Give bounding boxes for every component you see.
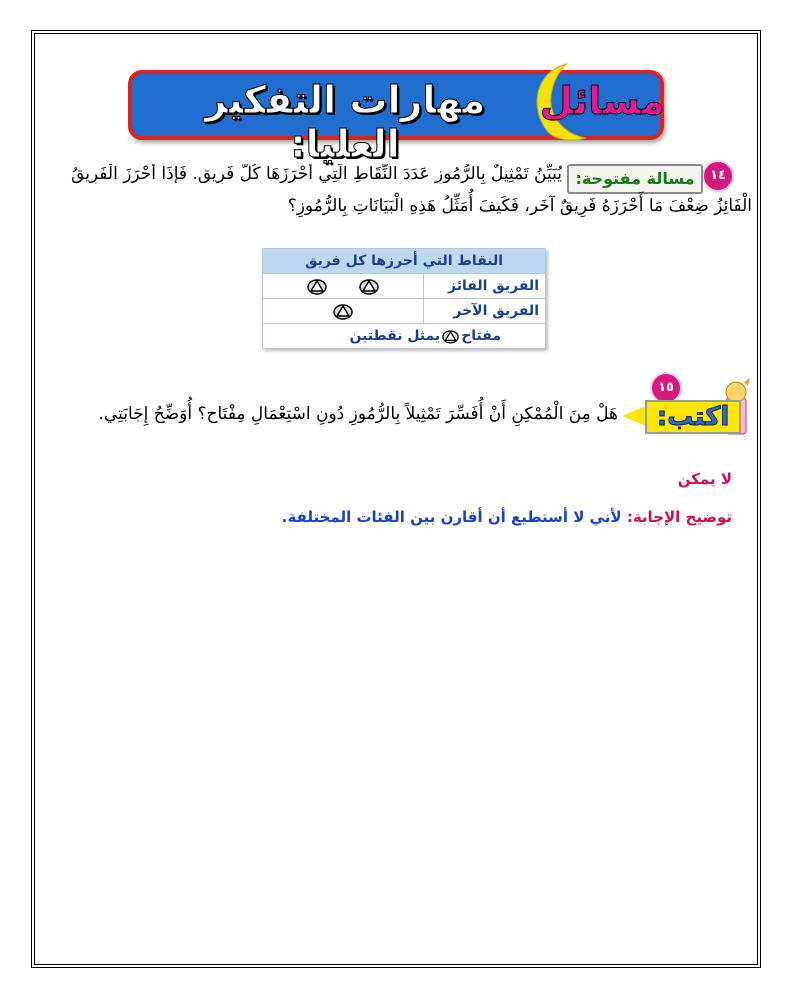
point-symbol-icon bbox=[333, 303, 353, 320]
row-symbols-other bbox=[263, 299, 424, 324]
answer-line: لا يمكن bbox=[677, 470, 732, 488]
table-row bbox=[263, 299, 546, 324]
problem-14-label: مسالة مفتوحة: bbox=[567, 164, 703, 194]
answer-explanation bbox=[282, 508, 732, 526]
problem-14-number: ١٤ bbox=[702, 160, 734, 192]
row-symbols-winner bbox=[263, 274, 424, 299]
table-row bbox=[263, 274, 546, 299]
point-symbol-icon bbox=[442, 329, 459, 344]
problem-15-question: هَلْ مِنَ الْمُمْكِنِ أَنْ أُفَسِّرَ تَمْثِيلاً بِالرُّمُوزِ دُونِ اسْتِعْمَالِ مِفْتَاح؟ أُوَضِّحُ إِجَابَتِي. bbox=[98, 404, 618, 424]
key-label: مفتاح bbox=[461, 328, 501, 344]
problem-15-number: ١٥ bbox=[650, 372, 682, 404]
problem-14-line2: الْفَائِزُ ضِعْفَ مَا أَحْرَزَهُ فَرِيقٌ آخَر، فَكَيفَ أُمَثِّلُ هَذِهِ الْبَيَانَاتِ بِالرُّمُوزِ؟ bbox=[287, 196, 752, 216]
pointer-arrow bbox=[622, 406, 646, 426]
table-key bbox=[263, 324, 546, 349]
banner-word: مسائل bbox=[540, 79, 665, 123]
banner-title: مهارات التفكير العليا: bbox=[204, 78, 486, 166]
points-table bbox=[262, 248, 546, 349]
problem-14-line1: يُبَيِّنُ تَمْثِيلٌ بِالرُّمُوزِ عَدَدَ النِّقَاطِ الَّتِي أَحْرَزَهَا كُلُّ فَرِيقٍ. فَإِذَا أَحْرَزَ الْفَرِيقُ bbox=[71, 164, 562, 184]
row-name-other: الفريق الآخر bbox=[424, 299, 546, 324]
answer-text: لأني لا أستطيع أن أقارن بين الفئات المختلفة. bbox=[281, 508, 622, 526]
row-name-winner: الفريق الفائز bbox=[424, 274, 546, 299]
problem-15-label: اكتب: bbox=[645, 400, 741, 434]
point-symbol-icon bbox=[359, 278, 379, 295]
answer-label: توضيح الإجابة: bbox=[626, 508, 732, 526]
table-key-row bbox=[263, 324, 546, 349]
key-meaning: يمثل نقطتين bbox=[349, 328, 441, 344]
table-header: النقاط التي أحرزها كل فريق bbox=[263, 249, 546, 274]
point-symbol-icon bbox=[307, 278, 327, 295]
